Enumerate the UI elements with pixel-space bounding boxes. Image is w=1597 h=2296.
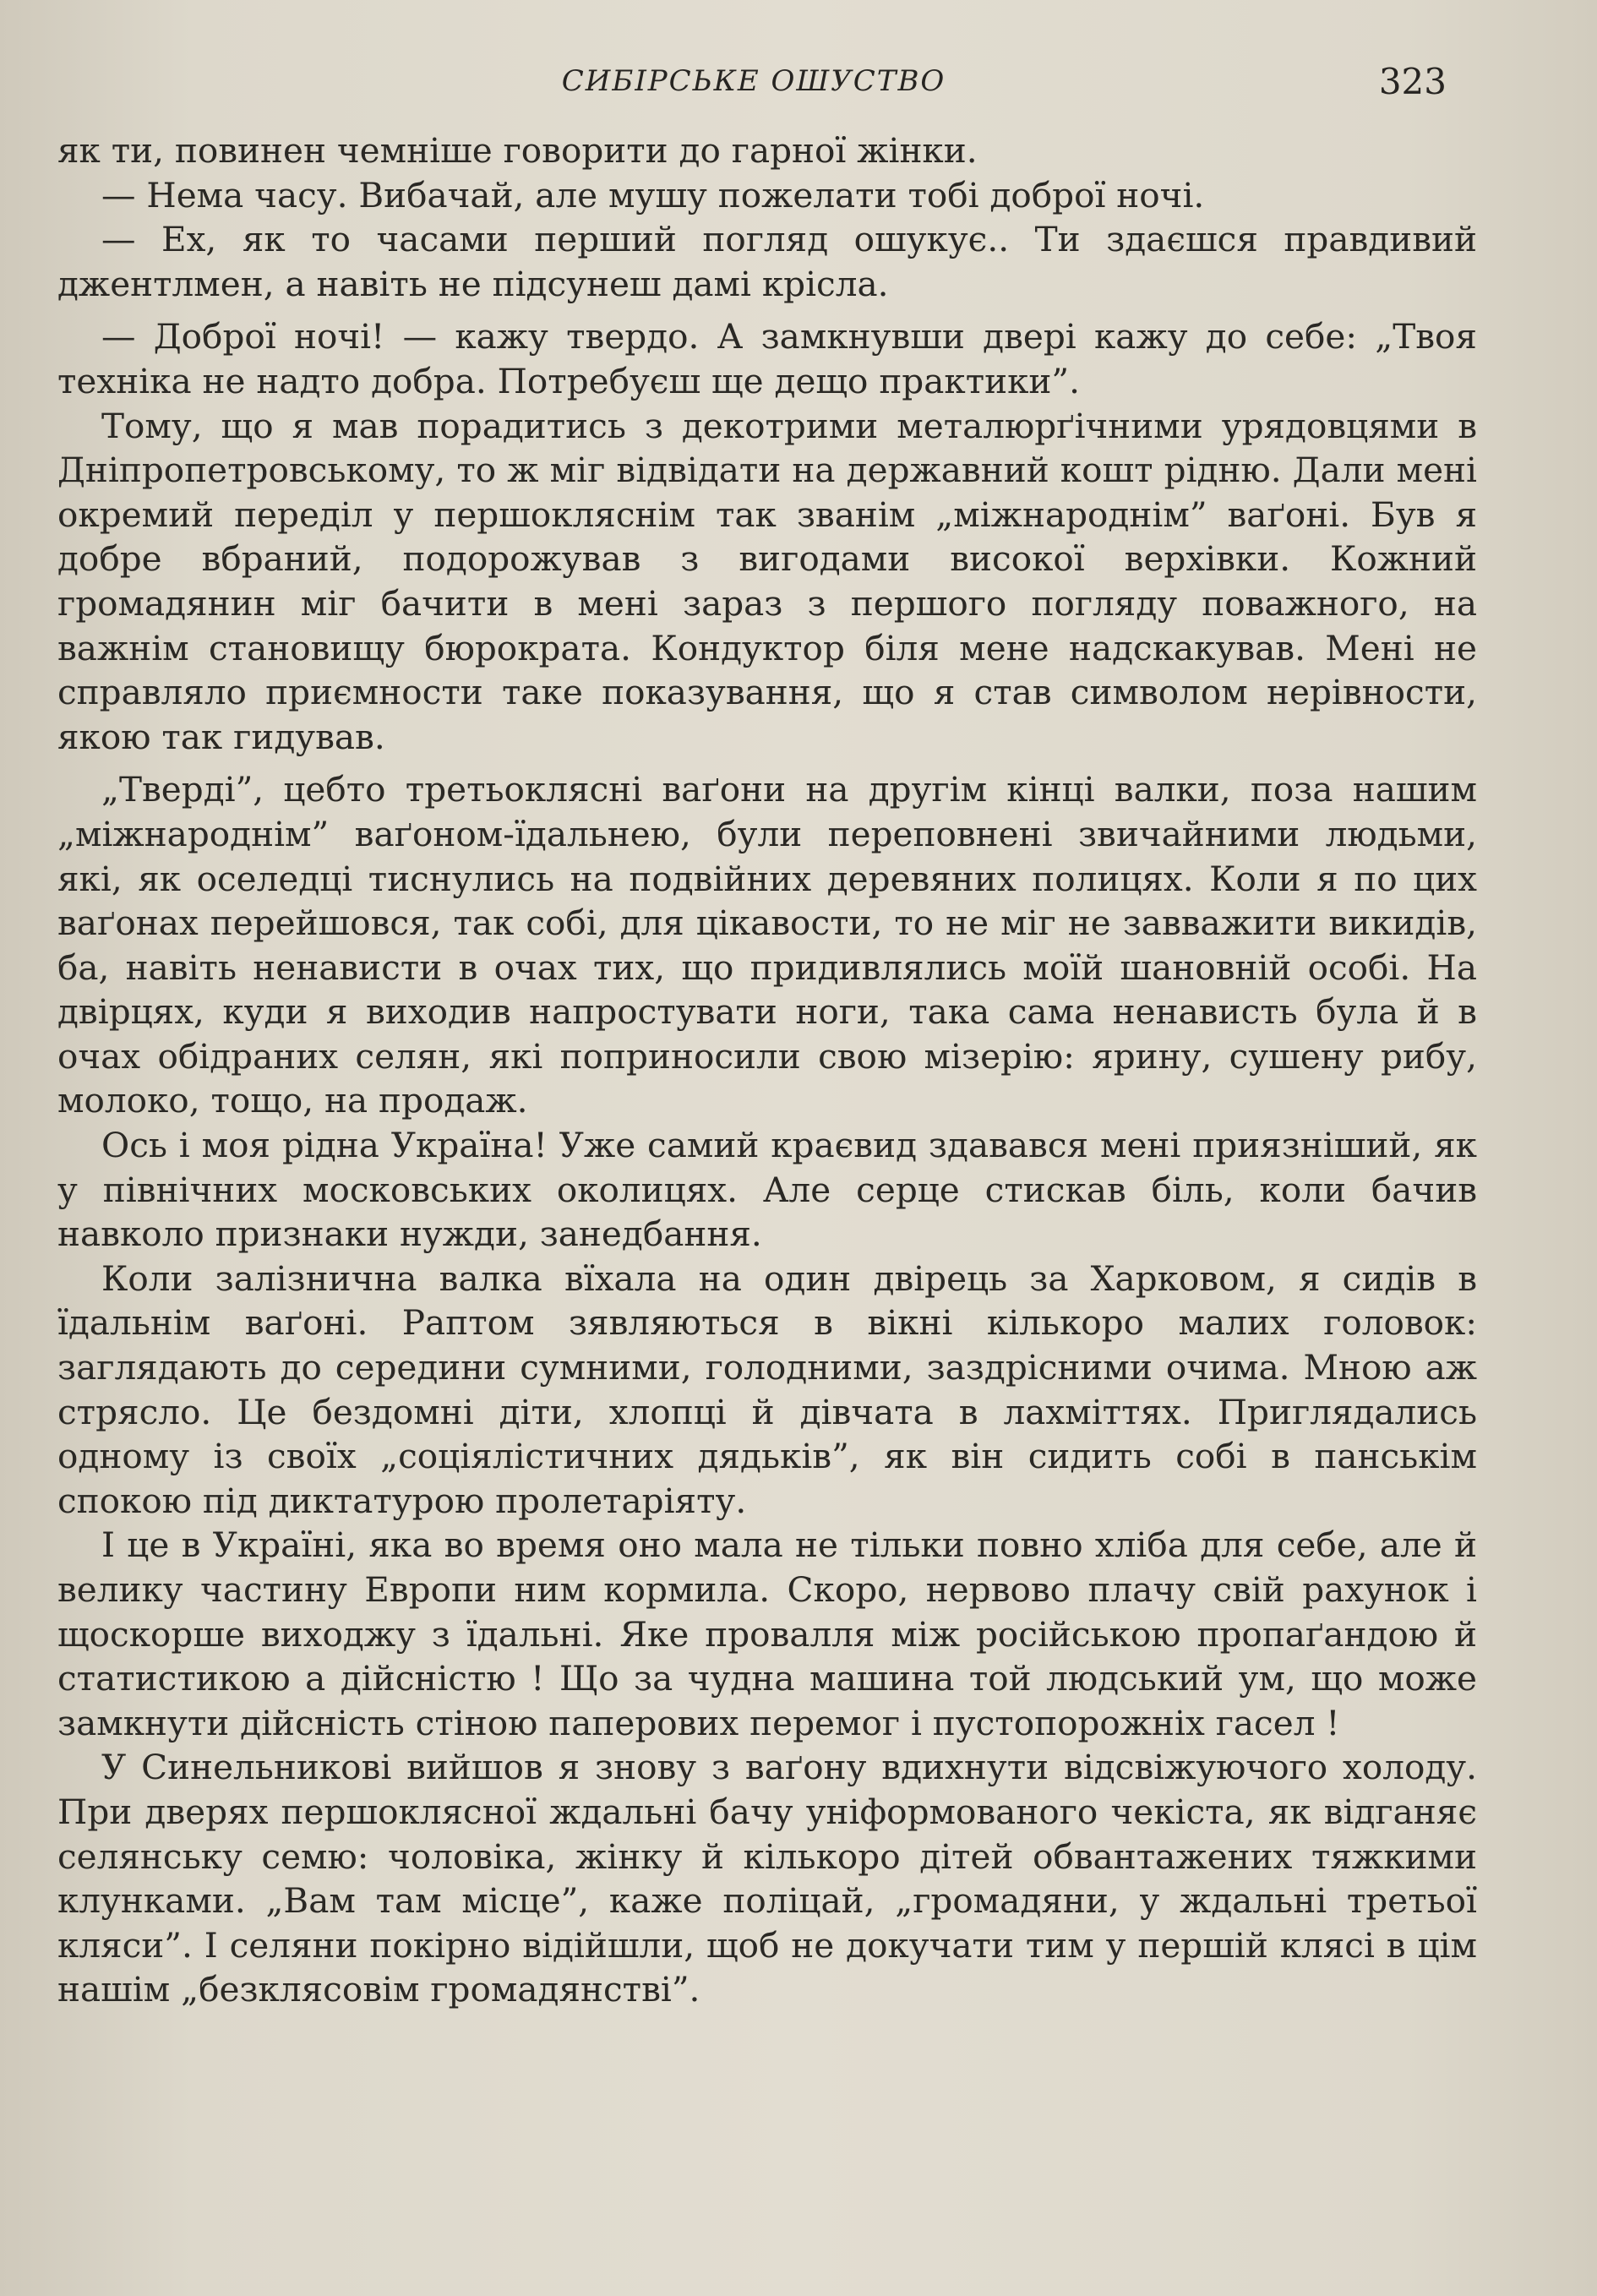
- paragraph-1: як ти, повинен чемніше говорити до гарної жінки.: [57, 130, 978, 171]
- paragraph-4: — Доброї ночі! — кажу твердо. А замкнувши двері кажу до себе: „Твоя техніка не надто добра. Потребуєш ще дещо практики”.: [57, 316, 1477, 401]
- running-title: СИБІРСЬКЕ ОШУСТВО: [561, 64, 946, 98]
- paragraph-9: І це в Україні, яка во время оно мала не тільки повно хліба для себе, але й велику частину Европи ним кормила. Скоро, нервово плачу свій рахунок і щоскорше виходжу з їдальні. Яке провалля між російською пропаґандою й статистикою а дійсністю ! Що за чудна машина той людський ум, що може замкнути дійсність стіною паперових перемог і пустопорожніх гасел !: [57, 1524, 1477, 1743]
- paragraph-8: Коли залізнична валка вїхала на один двірець за Харковом, я сидів в їдальнім ваґоні. Раптом зявляються в вікні кількоро малих головок: заглядають до середини сумними, голодними, заздрісними очима. Мною аж стрясло. Це бездомні діти, хлопці й дівчата в лахміттях. Приглядались одному із своїх „соціялістичних дядьків”, як він сидить собі в панськім спокою під диктатурою пролетаріяту.: [57, 1257, 1477, 1521]
- paragraph-3: — Ех, як то часами перший погляд ошукує.. Ти здаєшся правдивий джентлмен, а навіть не підсунеш дамі крісла.: [57, 219, 1477, 304]
- paragraph-7: Ось і моя рідна Україна! Уже самий краєвид здавався мені приязніший, як у північних московських околицях. Але серце стискав біль, коли бачив навколо признаки нужди, занедбання.: [57, 1125, 1477, 1255]
- paragraph-2: — Нема часу. Вибачай, але мушу пожелати тобі доброї ночі.: [101, 174, 1205, 215]
- paragraph-10: У Синельникові вийшов я знову з ваґону вдихнути відсвіжуючого холоду. При дверях першоклясної ждальні бачу уніформованого чекіста, як відганяє селянську семю: чоловіка, жінку й кількоро дітей обвантажених тяжкими клунками. „Вам там місце”, каже поліцай, „громадяни, у ждальні третьої кляси”. І селяни покірно відійшли, щоб не докучати тим у першій клясі в цім нашім „безклясовім громадянстві”.: [57, 1747, 1477, 2010]
- page-header: [61, 57, 1447, 108]
- page-number: 323: [1378, 61, 1447, 102]
- paragraph-6: „Тверді”, цебто третьоклясні ваґони на другім кінці валки, поза нашим „міжнароднім” ваґоном-їдальнею, були переповнені звичайними людьми, які, як оселедці тиснулись на подвійних деревяних полицях. Коли я по цих ваґонах перейшовся, так собі, для цікавости, то не міг не завважити викидів, ба, навіть ненависти в очах тих, що придивлялись моїй шановній особі. На двірцях, куди я виходив напростувати ноги, така сама ненависть була й в очах обідраних селян, які поприносили свою мізерію: ярину, сушену рибу, молоко, тощо, на продаж.: [57, 769, 1477, 1121]
- body-text: [57, 128, 1477, 2012]
- paragraph-5: Тому, що я мав порадитись з декотрими металюрґічними урядовцями в Дніпропетровському, то ж міг відвідати на державний кошт рідню. Дали мені окремий переділ у першокляснім так званім „міжнароднім” ваґоні. Був я добре вбраний, подорожував з вигодами високої верхівки. Кожний громадянин міг бачити в мені зараз з першого погляду поважного, на важнім становищу бюрократа. Кондуктор біля мене надскакував. Мені не справляло приємности таке показування, що я став символом нерівности, якою так гидував.: [57, 405, 1477, 757]
